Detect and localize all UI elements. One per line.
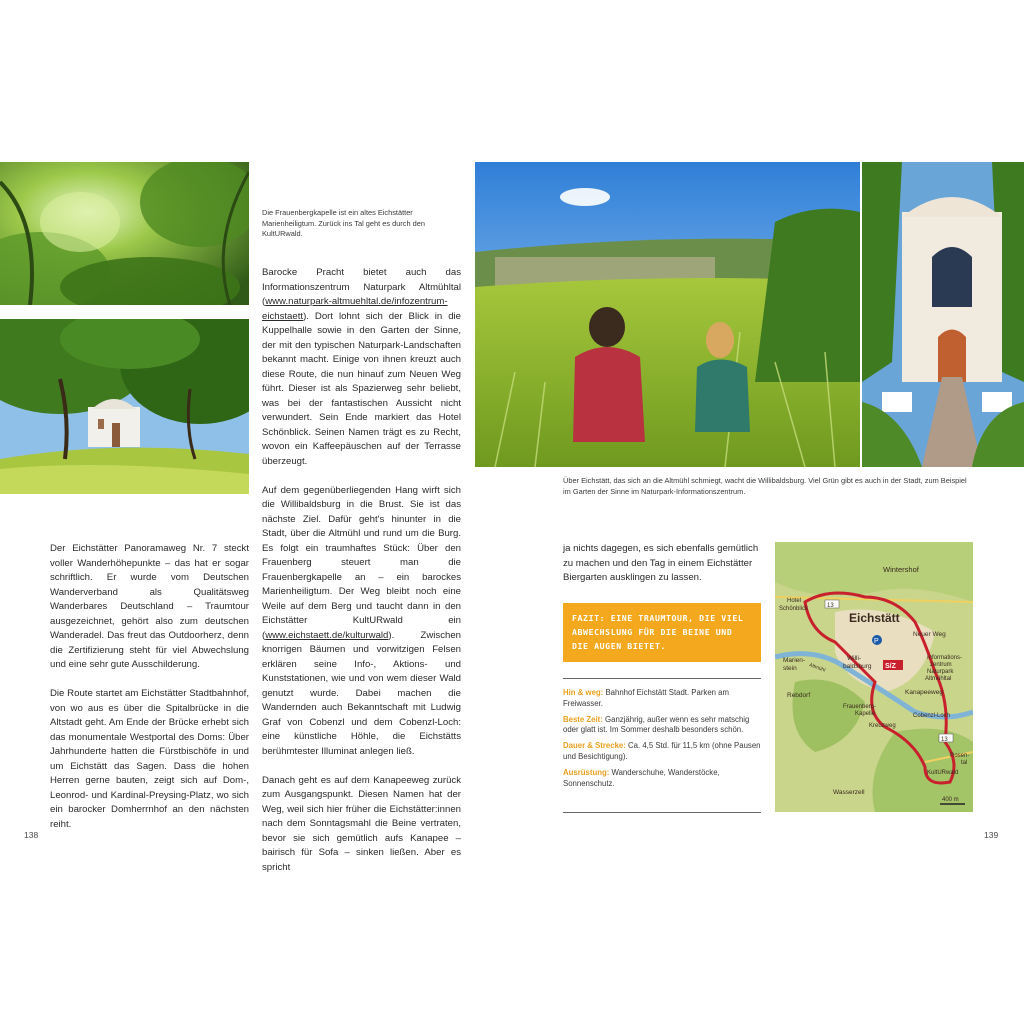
- map-label-schoenblick: Schönblick: [779, 606, 809, 612]
- page-number-left: 138: [24, 830, 39, 840]
- map-label-cobenzl-loch: Cobenzl-Loch: [913, 713, 951, 719]
- map-label-hotel: Hotel: [787, 598, 802, 604]
- paragraph: ja nichts dagegen, es sich ebenfalls gemütlich zu machen und den Tag in einem Eichstätter Biergarten ausklingen zu lassen.: [563, 543, 759, 583]
- map-label-willibaldsburg: baldsburg: [843, 663, 872, 670]
- map-label-infozentrum: Naturpark: [927, 669, 954, 675]
- paragraph: Auf dem gegenüberliegenden Hang wirft sich die Willibaldsburg in die Brust. Sie ist das nächste Ziel. Dafür geht's hinunter in die Stadt, über die Altmühl und rund um die Burg. Es folgt ein traumhaftes Stück: Über den Frauenberg steuert man die Frauenbergkapelle an – ein barockes Marienheiligtum. Der Weg bleibt noch eine Weile auf dem Berg und taucht dann in den Eichstätter KultURwald ein (www.eichstaett.de/kulturwald). Zwischen knorrigen Bäumen und vorwitzigen Felsen erklären seine Info-, Aktions- und Kunststationen, wie und von wem dieser Wald genutzt wurde. Dabei machen die Wandernden auch Bekanntschaft mit Ludwig Graf von Cobenzl und dem Cobenzl-Loch: eine künstliche Höhle, die Eichstätts berühmtester Illuminat anlegen ließ.: [262, 484, 461, 757]
- info-value: Ca. 4,5 Std. für 11,5 km (ohne Pausen und Besichtigung).: [563, 741, 761, 761]
- text-column-3: [563, 542, 761, 600]
- map-label-rosental: tal: [961, 760, 968, 766]
- text-column-2: [262, 266, 461, 890]
- kulturwald-link[interactable]: www.eichstaett.de/kulturwald: [265, 629, 389, 641]
- map-road-13-south: 13: [941, 737, 948, 743]
- paragraph: Danach geht es auf dem Kanapeeweg zurück zum Ausgangspunkt. Diesen Namen hat der Weg, weil sich hier früher die Eichstätter:innen nach dem Sonntagsmahl die Beine vertraten, bevor sie sich gemütlich aufs Kanapee – bairisch für Sofa – sinken ließen. Aber es spricht: [262, 774, 461, 873]
- divider: [563, 812, 761, 813]
- fazit-box: FAZIT: EINE TRAUMTOUR, DIE VIEL ABWECHSLUNG FÜR DIE BEINE UND DIE AUGEN BIETET.: [563, 603, 761, 662]
- tour-info: [563, 688, 761, 794]
- info-label: Hin & weg:: [563, 688, 604, 697]
- map-label-willibaldsburg: Willi-: [847, 655, 862, 662]
- info-item: [563, 741, 761, 763]
- map-label-rebdorf: Rebdorf: [787, 692, 811, 699]
- info-label: Ausrüstung:: [563, 767, 610, 777]
- paragraph: Der Eichstätter Panoramaweg Nr. 7 steckt voller Wanderhöhepunkte – das hat er sogar schriftlich. Er wurde vom Deutschen Wanderverband als Qualitätsweg Wanderbares Deutschland – Traumtour ausgezeichnet, gehört also zum deutschen Wanderadel. Das freut das Outdoorherz, denn die Zertifizierung steht für viel Abwechslung und eine sehr gute Ausschilderung.: [50, 543, 249, 670]
- map-label-altmuehl: Altmühl: [808, 662, 827, 674]
- map-label-wasserzell: Wasserzell: [833, 789, 865, 796]
- caption-eichstaett: Über Eichstätt, das sich an die Altmühl schmiegt, wacht die Willibaldsburg. Viel Grün gibt es auch in der Stadt, zum Beispiel im Garten der Sinne im Naturpark-Informationszentrum.: [563, 476, 967, 496]
- map-label-frauenbergkapelle: Frauenberg-: [843, 704, 877, 710]
- text-column-1: [50, 542, 249, 847]
- info-item: [563, 768, 761, 790]
- paragraph: Barocke Pracht bietet auch das Informationszentrum Naturpark Altmühltal (www.naturpark-altmuehltal.de/infozentrum-eichstaett). Dort lohnt sich der Blick in die Kuppelhalle sowie in den Garten der Sinne, der mit den typischen Naturpark-Landschaften bekannt macht. Einige von ihnen kreuzt auch diese Route, die nun hinauf zum Neuen Weg führt. Dieser ist als Spazierweg sehr beliebt, was bei der fantastischen Aussicht nicht verwundert. Sein Ende markiert das Hotel Schönblick. Seinen Namen trägt es zu Recht, wovon ein Kaffeepäuschen auf der Terrasse überzeugt.: [262, 267, 461, 467]
- map-scale-label: 400 m: [942, 797, 959, 803]
- forest-path-photo: [0, 162, 249, 305]
- info-value: Ganzjährig, außer wenn es sehr matschig oder glatt ist. Im Sommer deshalb besonders schön.: [563, 714, 750, 735]
- info-value: Wanderschuhe, Wanderstöcke, Sonnenschutz.: [563, 767, 720, 788]
- garden-building-photo: [862, 162, 1024, 467]
- caption-frauenbergkapelle: Die Frauenbergkapelle ist ein altes Eichstätter Marienheiligtum. Zurück ins Tal geht es durch den KultURwald.: [262, 208, 425, 238]
- map-label-marienstein: stein: [783, 665, 797, 672]
- parking-icon: P: [874, 638, 879, 645]
- paragraph: Die Route startet am Eichstätter Stadtbahnhof, von wo aus es über die Spitalbrücke in die Altstadt geht. Am Ende der Brücke erhebt sich das monumentale Westportal des Doms: Über Jahrhunderte hatten die Fürstbischöfe in und um Eichstätt das Sagen. Dass die hohen Herren gerne bauten, zeigt sich auf Dom-, Leonrod- und Kardinal-Preysing-Platz, wo sich ein barocker Domherrnhof an den nächsten reiht.: [50, 688, 249, 830]
- map-label-infozentrum: Altmühltal: [925, 676, 952, 682]
- naturpark-link[interactable]: www.naturpark-altmuehltal.de/infozentrum-eichstaett: [262, 296, 448, 322]
- map-label-wintershof: Wintershof: [883, 565, 919, 574]
- map-road-13: 13: [827, 603, 834, 609]
- info-item: [563, 688, 761, 710]
- info-label: Dauer & Strecke:: [563, 741, 626, 751]
- chapel-hill-photo: [0, 319, 249, 494]
- map-label-rosental: Rosen-: [950, 753, 970, 759]
- start-marker-icon: S/Z: [885, 663, 896, 670]
- map-label-kreuzweg: Kreuzweg: [869, 723, 896, 729]
- divider: [563, 678, 761, 679]
- info-value: Bahnhof Eichstätt Stadt. Parken am Freiwasser.: [563, 688, 729, 708]
- info-item: [563, 715, 761, 737]
- map-label-frauenbergkapelle: Kapelle: [855, 711, 876, 717]
- map-label-infozentrum: Informations-: [927, 655, 963, 661]
- page-number-right: 139: [984, 830, 999, 840]
- map-label-neuer-weg: Neuer Weg: [913, 631, 946, 638]
- map-label-kulturwald: KultURwald: [927, 770, 959, 776]
- map-label-eichstaett: Eichstätt: [849, 611, 900, 625]
- map-label-infozentrum: zentrum: [930, 662, 952, 668]
- route-map: [775, 542, 973, 812]
- meadow-couple-photo: [475, 162, 860, 467]
- map-label-kanapeeweg: Kanapeeweg: [905, 689, 943, 696]
- map-label-marienstein: Marien-: [783, 657, 806, 664]
- info-label: Beste Zeit:: [563, 714, 603, 724]
